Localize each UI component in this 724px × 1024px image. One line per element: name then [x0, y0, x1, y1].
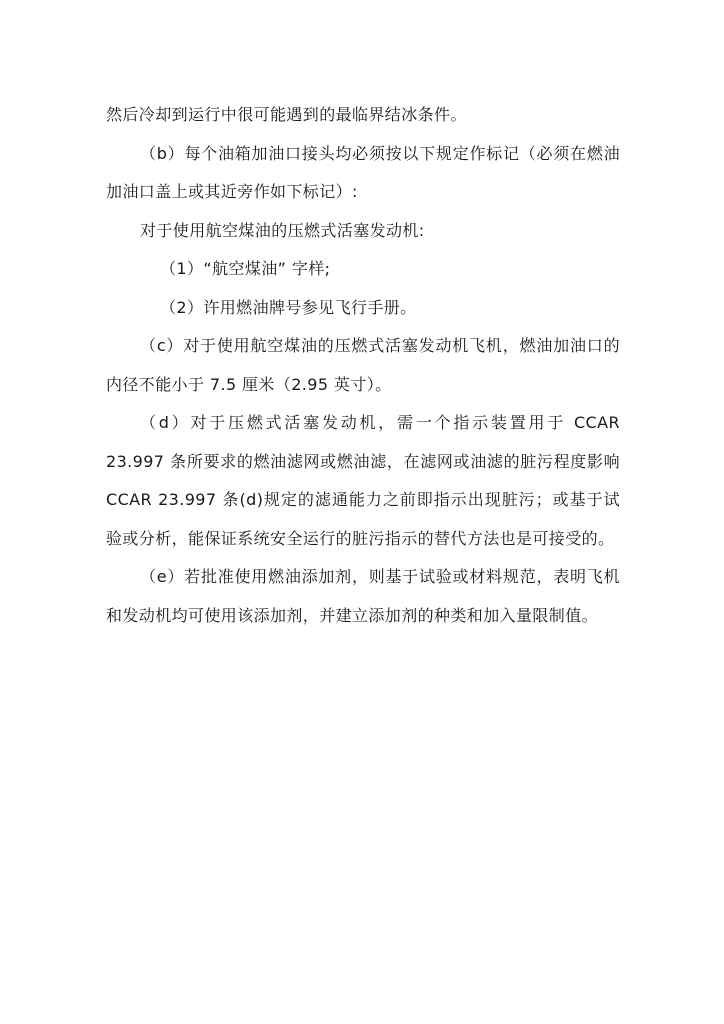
paragraph-c: （c）对于使用航空煤油的压燃式活塞发动机飞机，燃油加油口的内径不能小于 7.5 厘米（2.95 英寸）。 [106, 336, 620, 394]
paragraph-continuation: 然后冷却到运行中很可能遇到的最临界结冰条件。 [106, 105, 467, 124]
paragraph-b-item-1: （1）“航空煤油” 字样; [160, 259, 331, 278]
paragraph-b: （b）每个油箱加油口接头均必须按以下规定作标记（必须在燃油加油口盖上或其近旁作如下标记）: [106, 143, 620, 201]
paragraph-b-intro: 对于使用航空煤油的压燃式活塞发动机: [140, 220, 425, 240]
paragraph-d: （d）对于压燃式活塞发动机，需一个指示装置用于 CCAR 23.997 条所要求的燃油滤网或燃油滤，在滤网或油滤的脏污程度影响 CCAR 23.997 条(d)规定的滤通能力之前即指示出现脏污；或基于试验或分析，能保证系统安全运行的脏污指示的替代方法也是可接受的。 [106, 413, 620, 548]
paragraph-e: （e）若批准使用燃油添加剂，则基于试验或材料规范，表明飞机和发动机均可使用该添加剂，并建立添加剂的种类和加入量限制值。 [106, 567, 620, 625]
paragraph-b-item-2: （2）许用燃油牌号参见飞行手册。 [160, 297, 417, 317]
document-body [106, 96, 620, 635]
